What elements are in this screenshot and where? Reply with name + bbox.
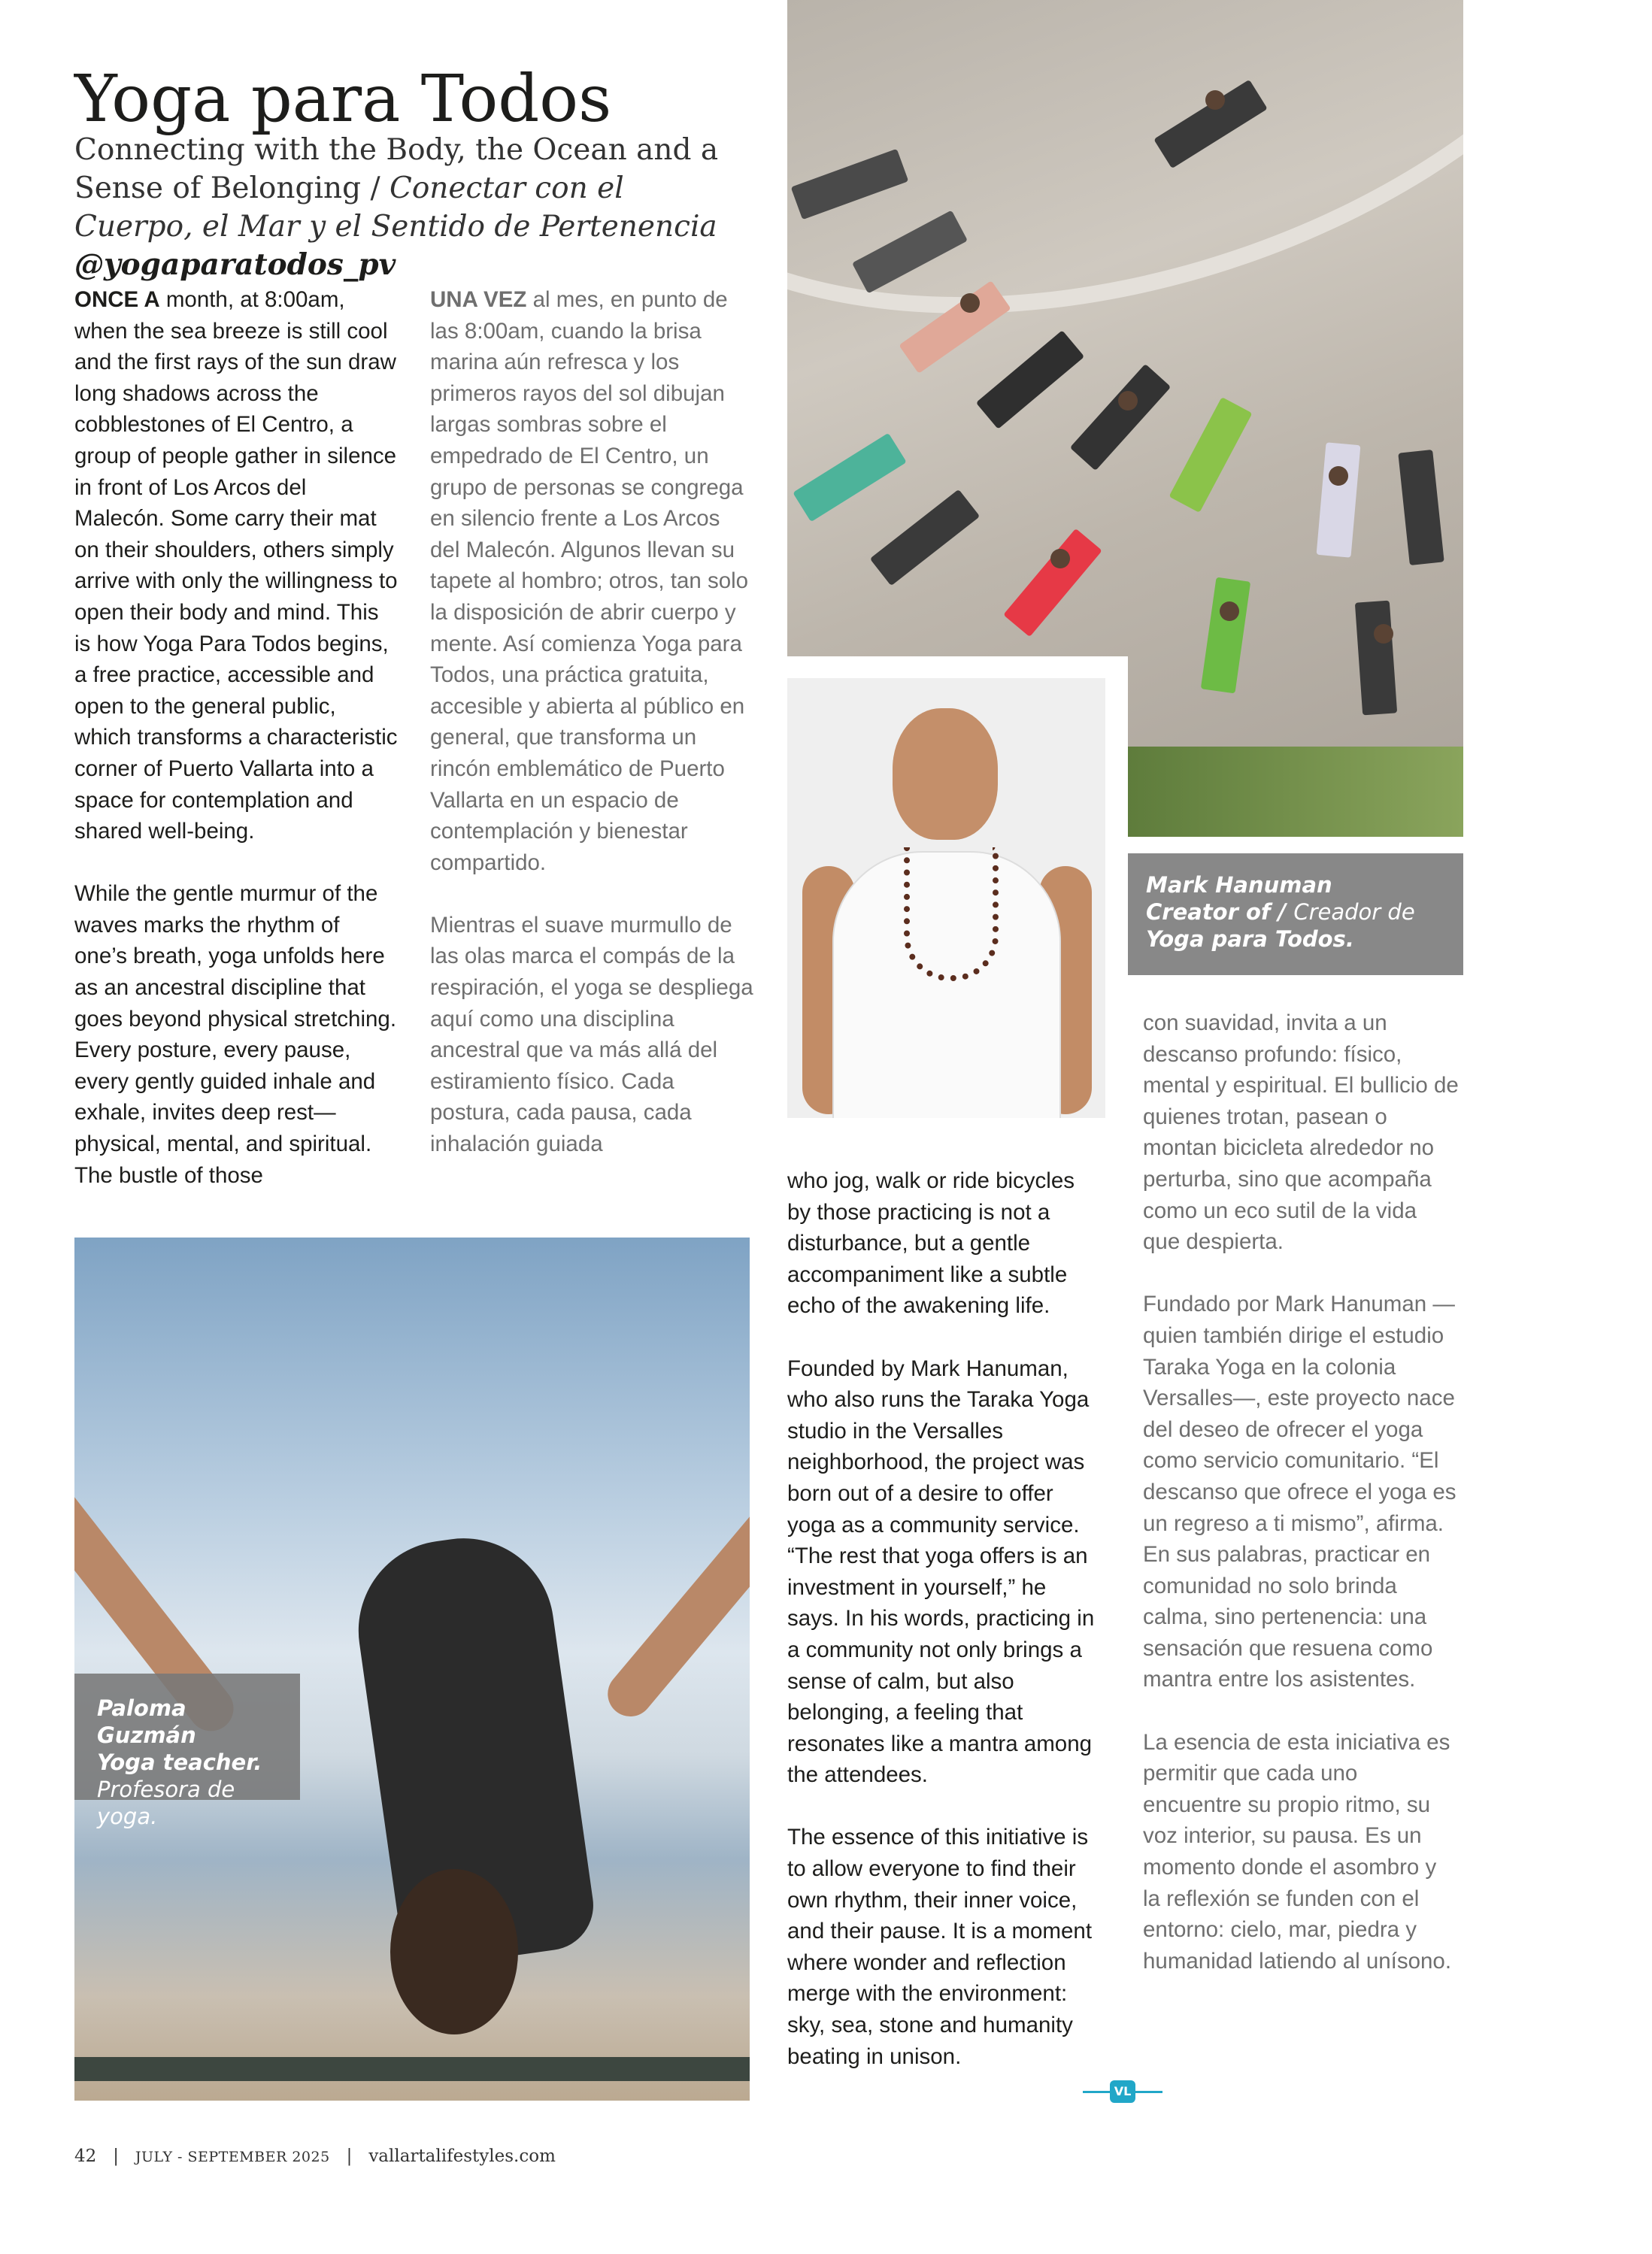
paragraph: La esencia de esta iniciativa es permitir que cada uno encuentre su propio ritmo, su voz interior, su pausa. Es un momento donde el asombro y la reflexión se funden con el entorno: cielo, mar, piedra y humanidad latiendo al unísono.: [1143, 1729, 1452, 1974]
yoga-mat: [976, 330, 1084, 429]
yoga-mat: [1355, 601, 1397, 716]
logo-rule: [1135, 2091, 1162, 2093]
issue-date: JULY - SEPTEMBER 2025: [135, 2149, 330, 2165]
instagram-handle: @yogaparatodos_pv: [74, 247, 396, 282]
plaza-arc: [787, 0, 1463, 444]
grass-strip: [1110, 747, 1463, 837]
footer-separator: |: [113, 2146, 119, 2166]
leg: [599, 1397, 750, 1725]
yoga-mat: [870, 489, 981, 586]
spanish-column-1: [430, 284, 753, 1160]
logo-badge: VL: [1110, 2080, 1135, 2103]
page-footer: [74, 2146, 556, 2166]
forearm-stand-yoga-photo: [74, 1238, 750, 2101]
yoga-mat: [793, 433, 907, 522]
subtitle-english: Connecting with the Body, the Ocean and a Sense of Belonging /: [74, 133, 719, 205]
yoga-mat: [1201, 577, 1250, 694]
participant: [960, 293, 980, 313]
paragraph: While the gentle murmur of the waves marks the rhythm of one’s breath, yoga unfolds here as an ancestral discipline that goes beyond physical stretching. Every posture, every pause, every gently guided inhale and exhale, invites deep rest—physical, mental, and spiritual. The bustle of those: [74, 881, 397, 1188]
page-number: 42: [74, 2146, 97, 2166]
subtitle-spanish: Conectar con el Cuerpo, el Mar y el Sentido de Pertenencia: [74, 171, 717, 244]
participant: [1050, 549, 1070, 568]
lead-in: UNA VEZ: [430, 287, 527, 312]
caption-role-spanish: Creador de: [1293, 899, 1415, 925]
yoga-mat: [1317, 442, 1361, 557]
paragraph: [430, 284, 753, 878]
logo-rule: [1083, 2091, 1110, 2093]
mark-hanuman-portrait-photo: [787, 678, 1105, 1118]
yoga-mat: [1398, 450, 1444, 565]
paragraph: Mientras el suave murmullo de las olas marca el compás de la respiración, el yoga se despliega aquí como una disciplina ancestral que va más allá del estiramiento físico. Cada postura, cada pausa, cada inhalación guiada: [430, 912, 753, 1157]
mala-necklace: [904, 847, 999, 981]
article-title: Yoga para Todos: [74, 62, 612, 137]
caption-role-english: Yoga teacher.: [97, 1750, 262, 1775]
participant: [1374, 624, 1393, 644]
footer-separator: |: [346, 2146, 353, 2166]
caption-name: Mark Hanuman: [1146, 872, 1332, 898]
caption-name: Paloma Guzmán: [97, 1695, 196, 1748]
paragraph: The essence of this initiative is to allow everyone to find their own rhythm, their inner voice, and their pause. It is a moment where wonder and reflection merge with the environment: sky, sea, stone and humanity beating in unison.: [787, 1825, 1093, 2069]
yoga-mat: [1003, 529, 1102, 637]
participant: [1118, 391, 1138, 411]
paragraph: [74, 284, 398, 847]
caption-project: Yoga para Todos.: [1146, 926, 1354, 952]
english-column-1: [74, 284, 398, 1191]
caption-mark-hanuman: [1128, 853, 1463, 975]
paragraph-text: al mes, en punto de las 8:00am, cuando la brisa marina aún refresca y los primeros rayos del sol dibujan largas sombras sobre el empedrado de El Centro, un grupo de personas se congrega en silencio frente a Los Arcos del Malecón. Algunos llevan su tapete al hombro; otros, tan solo la disposición de abrir cuerpo y mente. Así comienza Yoga para Todos, una práctica gratuita, accesible y abierta al público en general, que transforma un rincón emblemático de Puerto Vallarta en un espacio de contemplación y bienestar compartido.: [430, 287, 749, 875]
participant: [1220, 601, 1239, 621]
paragraph: who jog, walk or ride bicycles by those practicing is not a disturbance, but a gentle accompaniment like a subtle echo of the awakening life.: [787, 1168, 1075, 1319]
website-link[interactable]: vallartalifestyles.com: [368, 2146, 556, 2166]
paragraph: Fundado por Mark Hanuman —quien también dirige el estudio Taraka Yoga en la colonia Versalles—, este proyecto nace del deseo de ofrecer el yoga como servicio comunitario. “El descanso que ofrece el yoga es un regreso a ti mismo”, afirma. En sus palabras, practicar en comunidad no solo brinda calma, sino pertenencia: una sensación que resuena como mantra entre los asistentes.: [1143, 1292, 1456, 1692]
paragraph: con suavidad, invita a un descanso profundo: físico, mental y espiritual. El bullicio de quienes trotan, pasean o montan bicicleta alrededor no perturba, sino que acompaña como un eco sutil de la vida que despierta.: [1143, 1010, 1459, 1255]
paragraph: Founded by Mark Hanuman, who also runs the Taraka Yoga studio in the Versalles neighborhood, the project was born out of a desire to offer yoga as a community service. “The rest that yoga offers is an investment in yourself,” he says. In his words, practicing in a community not only brings a sense of calm, but also belonging, a feeling that resonates like a mantra among the attendees.: [787, 1356, 1095, 1788]
lead-in: ONCE A: [74, 287, 160, 312]
head: [893, 708, 998, 840]
hair: [390, 1869, 518, 2034]
spanish-column-2: [1143, 1007, 1459, 1977]
article-subtitle: [74, 131, 751, 284]
caption-role-english: Creator of /: [1146, 899, 1294, 925]
english-column-2: [787, 1165, 1103, 2072]
caption-role-spanish: Profesora de yoga.: [97, 1777, 235, 1829]
yoga-mat: [1070, 364, 1172, 471]
paragraph-text: month, at 8:00am, when the sea breeze is still cool and the first rays of the sun draw long shadows across the cobblestones of El Centro, a group of people gather in silence in front of Los Arcos del Malecón. Some carry their mat on their shoulders, others simply arrive with only the willingness to open their body and mind. This is how Yoga Para Todos begins, a free practice, accessible and open to the general public, which transforms a characteristic corner of Puerto Vallarta into a space for contemplation and shared well-being.: [74, 287, 398, 844]
caption-paloma-guzman: [74, 1674, 300, 1829]
vl-logo-icon: [1083, 2079, 1162, 2104]
participant: [1329, 466, 1348, 486]
yoga-mat: [1169, 397, 1252, 513]
yoga-mat: [74, 2057, 750, 2081]
participant: [1205, 90, 1225, 110]
